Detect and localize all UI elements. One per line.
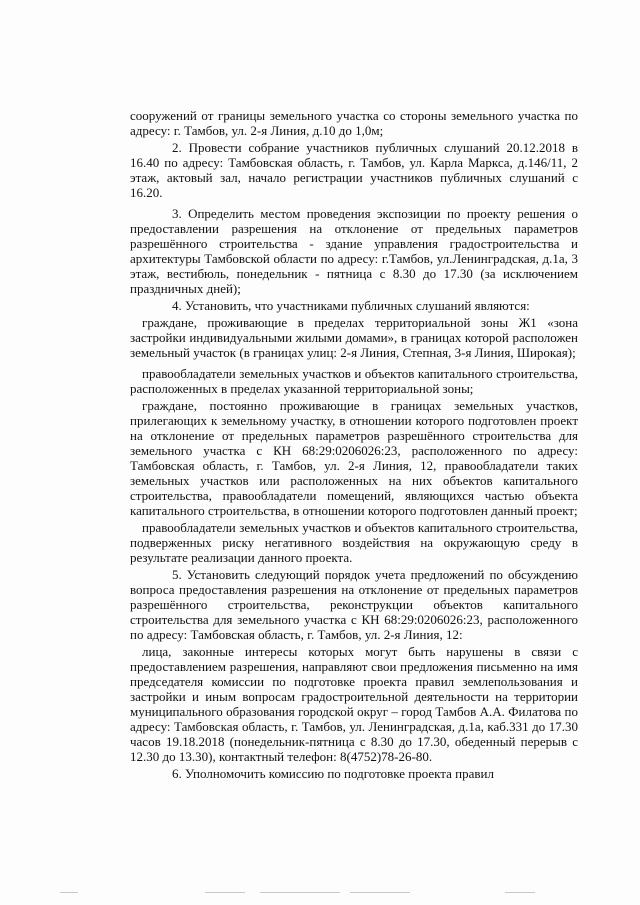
scan-artifact-mark (350, 892, 410, 893)
paragraph-participants-adjacent: граждане, постоянно проживающие в границах земельных участков, прилегающих к земельному участку, в отношении которого подготовлен проект на отклонение от предельных параметров разрешённого строительства для земельного участка с КН 68:29:0206026:23, расположенного по адресу: Тамбовская область, г. Тамбов, ул. 2-я Линия, 12, правообладатели таких земельных участков или расположенных на них объектов капитального строительства, правообладатели помещений, являющихся частью объекта капитального строительства, в отношении которого подготовлен данный проект; (130, 398, 578, 518)
scan-artifact-mark (260, 892, 340, 893)
paragraph-item-4: 4. Установить, что участниками публичных слушаний являются: (172, 298, 530, 313)
paragraph-item-6: 6. Уполномочить комиссию по подготовке проекта правил (172, 766, 494, 781)
scan-artifact-mark (60, 892, 78, 893)
scan-artifact-strip (0, 892, 640, 898)
paragraph-participants-owners: правообладатели земельных участков и объектов капитального строительства, расположенных в пределах указанной территориальной зоны; (130, 366, 578, 396)
paragraph-item-3: 3. Определить местом проведения экспозиции по проекту решения о предоставлении разрешения на отклонение от предельных параметров разрешённого строительства - здание управления градостроительства и архитектуры Тамбовской области по адресу: г.Тамбов, ул.Ленинградская, д.1а, 3 этаж, вестибюль, понедельник - пятница с 8.30 до 17.30 (за исключением праздничных дней); (130, 206, 578, 296)
paragraph-item-2: 2. Провести собрание участников публичных слушаний 20.12.2018 в 16.40 по адресу: Тамбовская область, г. Тамбов, ул. Карла Маркса, д.146/11, 2 этаж, актовый зал, начало регистрации участников публичных слушаний с 16.20. (130, 140, 578, 200)
paragraph-participants-risk: правообладатели земельных участков и объектов капитального строительства, подверженных риску негативного воздействия на окружающую среду в результате реализации данного проекта. (130, 520, 578, 565)
document-body (130, 108, 578, 783)
scan-artifact-mark (505, 892, 535, 893)
paragraph-continuation: сооружений от границы земельного участка со стороны земельного участка по адресу: г. Тамбов, ул. 2-я Линия, д.10 до 1,0м; (130, 108, 578, 138)
paragraph-item-5: 5. Установить следующий порядок учета предложений по обсуждению вопроса предоставления разрешения на отклонение от предельных параметров разрешённого строительства, реконструкции объектов капитального строительства для земельного участка с КН 68:29:0206026:23, расположенного по адресу: Тамбовская область, г. Тамбов, ул. 2-я Линия, 12: (130, 567, 578, 642)
paragraph-participants-residents: граждане, проживающие в пределах территориальной зоны Ж1 «зона застройки индивидуальными жилыми домами», в границах которой расположен земельный участок (в границах улиц: 2-я Линия, Степная, 3-я Линия, Широкая); (130, 315, 578, 360)
scan-artifact-mark (205, 892, 245, 893)
paragraph-proposals-procedure: лица, законные интересы которых могут быть нарушены в связи с предоставлением разрешения, направляют свои предложения письменно на имя председателя комиссии по подготовке проекта правил землепользования и застройки и иным вопросам градостроительной деятельности на территории муниципального образования городской округ – город Тамбов А.А. Филатова по адресу: Тамбовская область, г. Тамбов, ул. Ленинградская, д.1а, каб.331 до 17.30 часов 19.18.2018 (понедельник-пятница с 8.30 до 17.30, обеденный перерыв с 12.30 до 13.30), контактный телефон: 8(4752)78-26-80. (130, 644, 578, 764)
